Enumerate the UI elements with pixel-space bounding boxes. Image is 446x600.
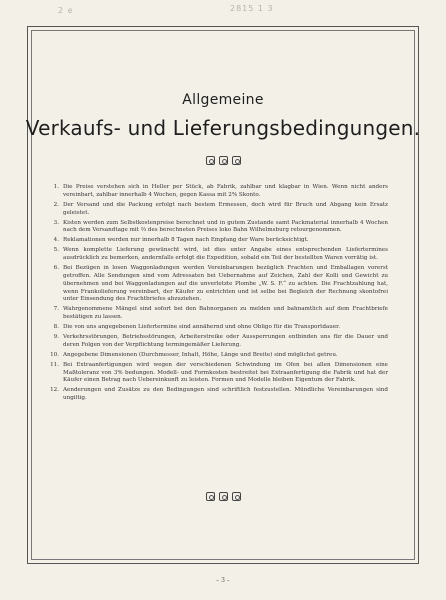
term-number: 1.	[53, 184, 59, 190]
term-number: 12.	[50, 387, 59, 394]
ornament-icon	[232, 156, 241, 165]
ornament-icon	[206, 156, 215, 165]
term-number: 2.	[53, 201, 59, 208]
term-number: 8.	[53, 324, 59, 331]
term-text: Die Preise verstehen sich in Heller per Stück, ab Fabrik, zahlbar und klagbar in Wien. Wenn nicht anders vereinbart, zahlbar innerhalb 4 Wochen, gegen Kassa mit 2% Skonto.	[63, 184, 388, 198]
term-number: 5.	[53, 247, 59, 254]
ornament-icon	[219, 156, 228, 165]
term-text: Bei Extraanfertigungen wird wegen der verschiedenen Schwindung im Ofen bei allen Dimensionen eine Maßtoleranz von 3% bedungen. Modell- und Formkosten bestreitet bei Extraanfertigung die Fabrik und hat der Käufer einen Betrag nach Uebereinkunft zu leisten. Formen und Modelle bleiben Eigentum der Fabrik.	[63, 361, 388, 384]
term-text: Der Versand und die Packung erfolgt nach bestem Ermessen, doch wird für Bruch und Abgang kein Ersatz geleistet.	[63, 201, 388, 216]
term-item	[44, 247, 388, 263]
term-number: 11.	[50, 361, 59, 368]
ornament-icon	[232, 492, 241, 501]
term-number: 10.	[50, 351, 59, 358]
term-text: Verkehrsstörungen, Betriebsstörungen, Arbeiterstreike oder Aussperrungen entbinden uns für die Dauer und deren Folgen von der Verpflichtung termingemäßer Lieferung.	[63, 334, 388, 348]
term-item	[44, 334, 388, 350]
term-item	[44, 202, 388, 218]
term-text: Bei Bezügen in losen Waggonladungen werden Vereinbarungen bezüglich Frachten und Emballagen vorerst getroffen. Alle Sendungen sind vom Adressaten bei Uebernahme auf Zeichen, Zahl der Kolli und Gewicht zu übernehmen und bei Waggonladungen auf die unverletzte Plombe „W. S. F.“ zu achten. Die Frachtzahlung hat, wenn Frankolieferung vereinbart, der Käufer zu entrichten und ist selbe bei Begleich der Rechnung skontofrei unter Einsendung des Frachtbriefes abzuziehen.	[63, 265, 388, 303]
page-number: – 3 –	[216, 577, 230, 584]
term-item	[44, 265, 388, 304]
ornament-icon	[206, 492, 215, 501]
term-number: 9.	[53, 334, 59, 341]
term-text: Kisten werden zum Selbstkostenpreise berechnet und in gutem Zustande samt Packmaterial innerhalb 4 Wochen nach dem Versandtage mit ⅔ des berechneten Preises loko Bahn Wilhelmsburg retourgenommen.	[63, 219, 388, 234]
heading-title: Verkaufs- und Lieferungsbedingungen.	[25, 116, 421, 140]
term-number: 6.	[53, 265, 59, 272]
term-number: 7.	[53, 306, 59, 313]
term-item	[44, 306, 388, 322]
pencil-note: 2 e	[58, 6, 74, 15]
term-text: Wenn komplette Lieferung gewünscht wird, ist dies unter Angabe eines entsprechenden Liefertermines ausdrücklich zu bemerken, andernfalls erfolgt die Expedition, sobald ein Teil der bestellten Waren vorrätig ist.	[63, 247, 388, 262]
term-text: Reklamationen werden nur innerhalb 8 Tagen nach Empfang der Ware berücksichtigt.	[63, 237, 309, 244]
heading-general: Allgemeine	[182, 92, 264, 108]
term-number: 4.	[53, 237, 59, 244]
term-item	[44, 387, 388, 403]
ornament-icon	[219, 492, 228, 501]
term-text: Angegebene Dimensionen (Durchmesser, Inhalt, Höhe, Länge und Breite) sind möglichst getreu.	[63, 351, 338, 358]
term-item	[44, 324, 388, 332]
pencil-note: 2815 1 3	[230, 4, 274, 13]
term-number: 3.	[53, 219, 59, 226]
term-item	[44, 352, 388, 360]
term-item	[44, 184, 388, 200]
term-text: Aenderungen und Zusätze zu den Bedingungen sind schriftlich festzustellen. Mündliche Vereinbarungen sind ungiltig.	[63, 387, 388, 402]
term-text: Die von uns angegebenen Liefertermine sind annähernd und ohne Obligo für die Transportdauer.	[63, 324, 340, 331]
term-item	[44, 362, 388, 385]
term-text: Wahrgenommene Mängel sind sofort bei den Bahnorganen zu melden und bahnamtlich auf dem Frachtbriefe bestätigen zu lassen.	[63, 306, 388, 321]
ornament-row-bottom	[0, 492, 446, 504]
terms-list	[44, 184, 388, 405]
term-item	[44, 220, 388, 236]
term-item	[44, 237, 388, 245]
ornament-row-top	[0, 156, 446, 168]
